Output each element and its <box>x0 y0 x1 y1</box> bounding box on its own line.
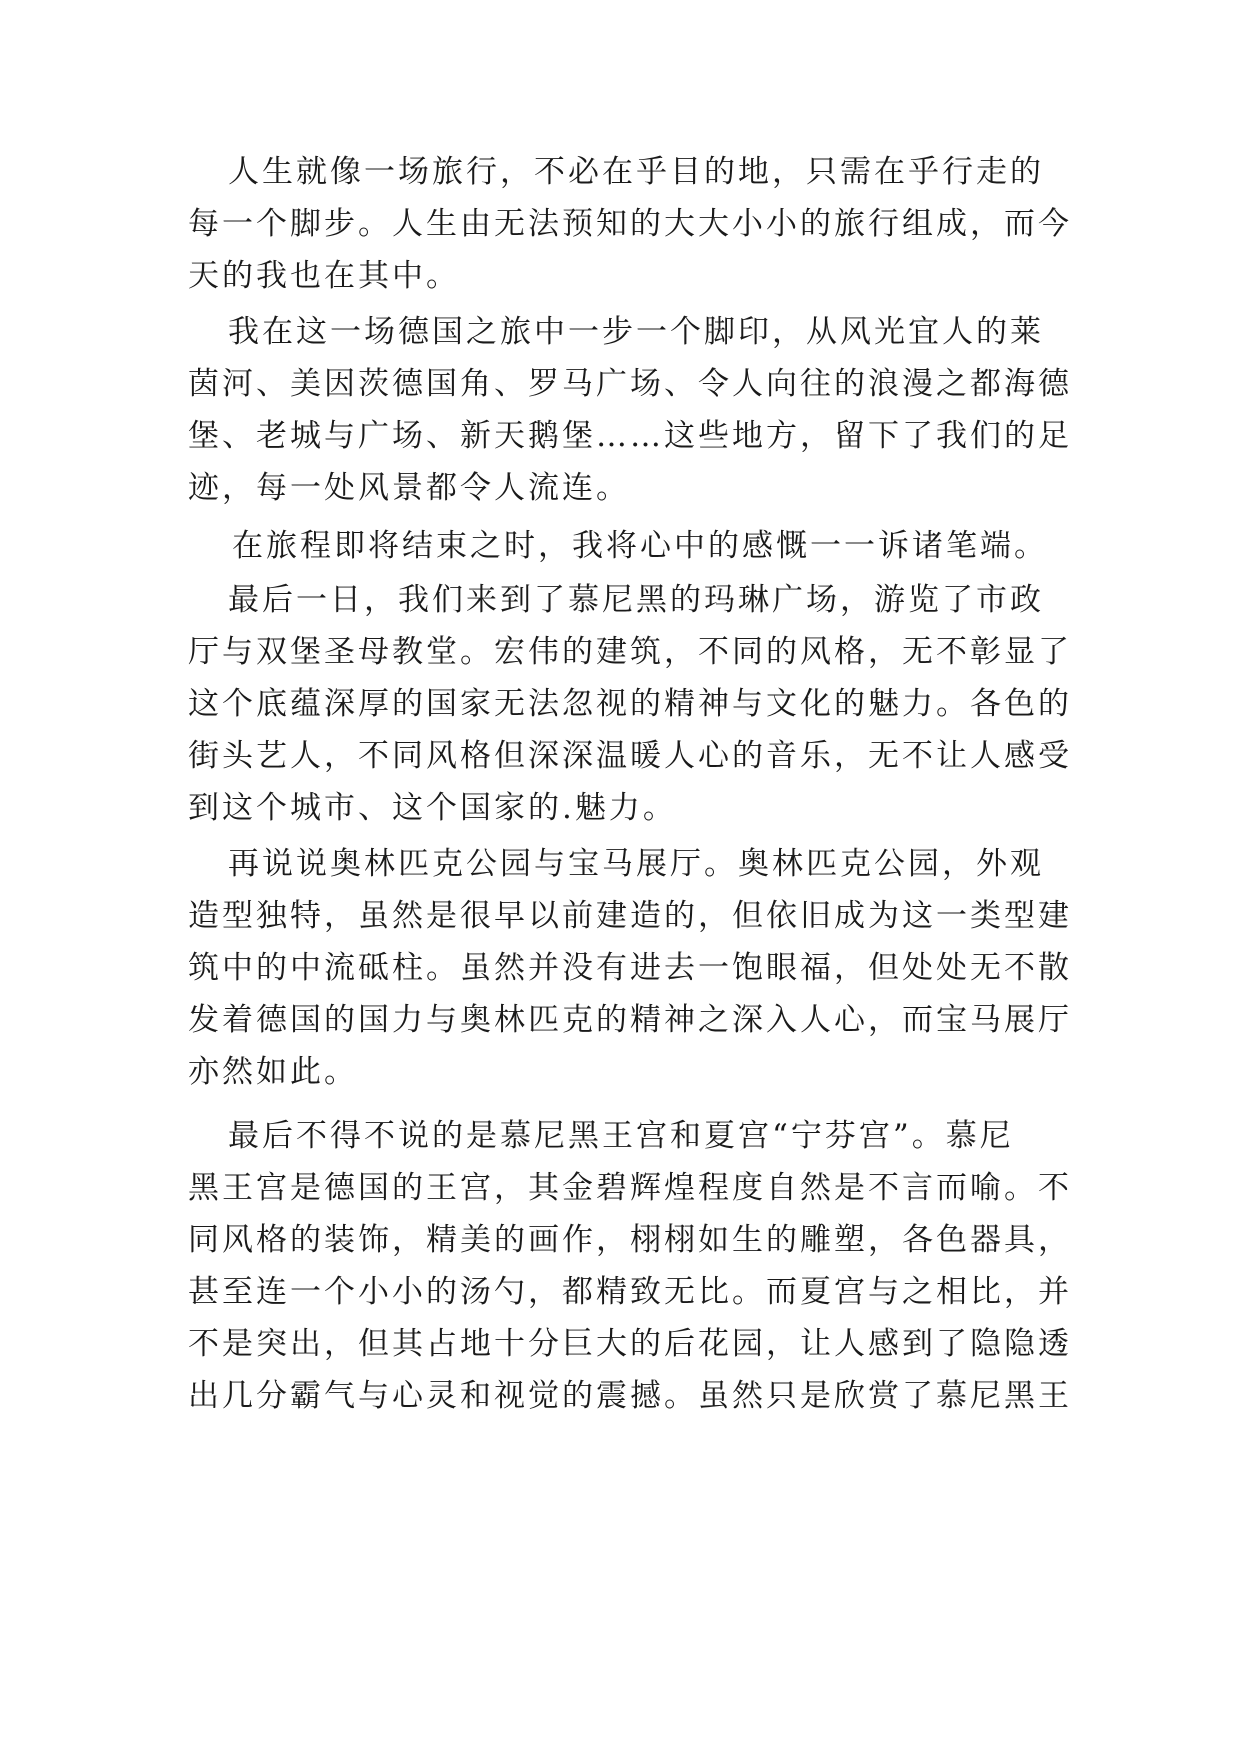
text-line: 甚至连一个小小的汤勺，都精致无比。而夏宫与之相比，并 <box>188 1274 1072 1310</box>
text-line: 天的我也在其中。 <box>188 258 460 294</box>
text-line: 亦然如此。 <box>188 1054 358 1090</box>
text-line: 再说说奥林匹克公园与宝马展厅。奥林匹克公园，外观 <box>228 846 1044 882</box>
text-line: 造型独特，虽然是很早以前建造的，但依旧成为这一类型建 <box>188 898 1072 934</box>
text-line: 厅与双堡圣母教堂。宏伟的建筑，不同的风格，无不彰显了 <box>188 634 1072 670</box>
text-line: 街头艺人，不同风格但深深温暖人心的音乐，无不让人感受 <box>188 738 1072 774</box>
text-line: 人生就像一场旅行，不必在乎目的地，只需在乎行走的 <box>228 154 1044 190</box>
text-line: 同风格的装饰，精美的画作，栩栩如生的雕塑，各色器具， <box>188 1222 1072 1258</box>
text-line: 茵河、美因茨德国角、罗马广场、令人向往的浪漫之都海德 <box>188 366 1072 402</box>
text-line: 发着德国的国力与奥林匹克的精神之深入人心，而宝马展厅 <box>188 1002 1072 1038</box>
text-line: 堡、老城与广场、新天鹅堡……这些地方，留下了我们的足 <box>188 418 1072 454</box>
text-line: 迹，每一处风景都令人流连。 <box>188 470 630 506</box>
text-line: 出几分霸气与心灵和视觉的震撼。虽然只是欣赏了慕尼黑王 <box>188 1378 1072 1414</box>
text-line: 到这个城市、这个国家的.魅力。 <box>188 790 677 826</box>
text-line: 不是突出，但其占地十分巨大的后花园，让人感到了隐隐透 <box>188 1326 1072 1362</box>
text-line: 这个底蕴深厚的国家无法忽视的精神与文化的魅力。各色的 <box>188 686 1072 722</box>
text-line: 最后一日，我们来到了慕尼黑的玛琳广场，游览了市政 <box>228 582 1044 618</box>
text-line: 每一个脚步。人生由无法预知的大大小小的旅行组成，而今 <box>188 206 1072 242</box>
text-line: 最后不得不说的是慕尼黑王宫和夏宫“宁芬宫”。慕尼 <box>228 1118 1014 1154</box>
text-line: 筑中的中流砥柱。虽然并没有进去一饱眼福，但处处无不散 <box>188 950 1072 986</box>
text-line: 我在这一场德国之旅中一步一个脚印，从风光宜人的莱 <box>228 314 1044 350</box>
text-line: 黑王宫是德国的王宫，其金碧辉煌程度自然是不言而喻。不 <box>188 1170 1072 1206</box>
text-line: 在旅程即将结束之时，我将心中的感慨一一诉诸笔端。 <box>232 528 1048 564</box>
